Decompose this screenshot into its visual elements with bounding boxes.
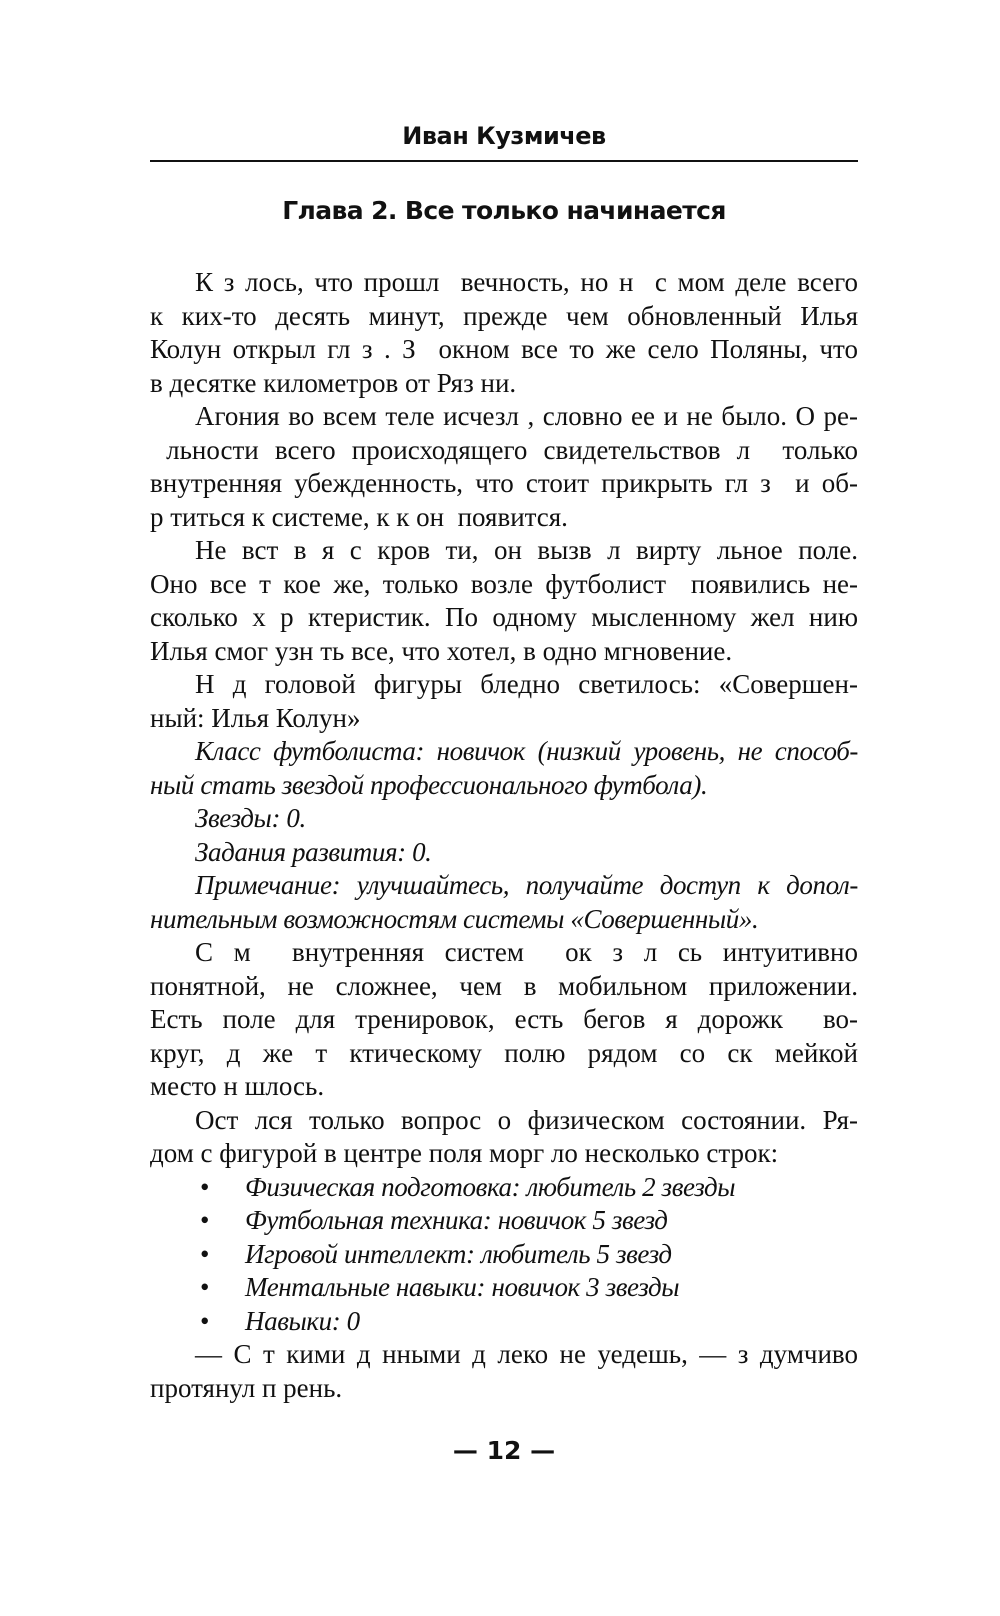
bullet-item: • Игровой интеллект: любитель 5 звезд: [150, 1238, 858, 1272]
text-line: Задания развития: 0.: [195, 836, 432, 867]
text-line: понятной, не сложнее, чем в мобильном приложении.: [150, 970, 858, 1001]
text-line: внутренняя убежденность, что стоит прикрыть гл з и об-: [150, 468, 858, 498]
text-line: ный: Илья Колун»: [150, 702, 361, 733]
text-line: место н шлось.: [150, 1071, 325, 1101]
text-line: Оно все т кое же, только возле футболист появились не-: [150, 568, 858, 599]
text-line: Н д головой фигуры бледно светилось: «Совершен-: [195, 669, 858, 699]
text-line: в десятке километров от Ряз ни.: [150, 367, 517, 398]
text-line: Илья смог узн ть все, что хотел, в одно мгновение.: [150, 635, 733, 666]
bullet-item: • Физическая подготовка: любитель 2 звезды: [150, 1171, 858, 1205]
text-line: Есть поле для тренировок, есть бегов я дорожк во-: [150, 1004, 858, 1034]
bullet-item: • Футбольная техника: новичок 5 звезд: [150, 1204, 858, 1238]
text-line: Колун открыл гл з . З окном все то же село Поляны, что: [150, 334, 858, 364]
bullet-item: • Навыки: 0: [150, 1305, 858, 1339]
text-line: Ост лся только вопрос о физическом состоянии. Ря-: [195, 1104, 858, 1135]
text-line: дом с фигурой в центре поля морг ло несколько строк:: [150, 1138, 779, 1168]
text-line: льности всего происходящего свидетельствов л только: [150, 434, 858, 465]
text-line: к ких-то десять минут, прежде чем обновленный Илья: [150, 300, 858, 331]
bullet-item: • Ментальные навыки: новичок 3 звезды: [150, 1271, 858, 1305]
text-line: Не вст в я с кров ти, он вызв л вирту льное поле.: [195, 535, 858, 565]
text-line: Класс футболиста: новичок (низкий уровень, не способ-: [195, 736, 858, 766]
text-line: Примечание: улучшайтесь, получайте доступ к допол-: [195, 870, 858, 900]
text-line: р титься к системе, к к он появится.: [150, 501, 568, 532]
page-number: — 12 —: [452, 1436, 556, 1465]
text-line: нительным возможностям системы «Совершенный».: [150, 903, 759, 934]
header-rule: [150, 160, 858, 162]
text-line: Звезды: 0.: [195, 803, 306, 833]
text-line: сколько х р ктеристик. По одному мысленному жел нию: [150, 602, 858, 632]
body-text: [150, 266, 858, 1405]
text-line: протянул п рень.: [150, 1372, 343, 1403]
text-line: — С т кими д нными д леко не уедешь, — з думчиво: [195, 1339, 858, 1369]
text-line: ный стать звездой профессионального футбола).: [150, 769, 708, 800]
running-header-author: Иван Кузмичев: [402, 122, 606, 150]
text-line: Агония во всем теле исчезл , словно ее и не было. О ре-: [195, 401, 858, 431]
text-line: круг, д же т ктическому полю рядом со ск мейкой: [150, 1037, 858, 1068]
text-line: С м внутренняя систем ок з л сь интуитивно: [195, 937, 858, 967]
text-line: К з лось, что прошл вечность, но н с мом деле всего: [195, 267, 858, 297]
chapter-title: Глава 2. Все только начинается: [282, 196, 726, 225]
